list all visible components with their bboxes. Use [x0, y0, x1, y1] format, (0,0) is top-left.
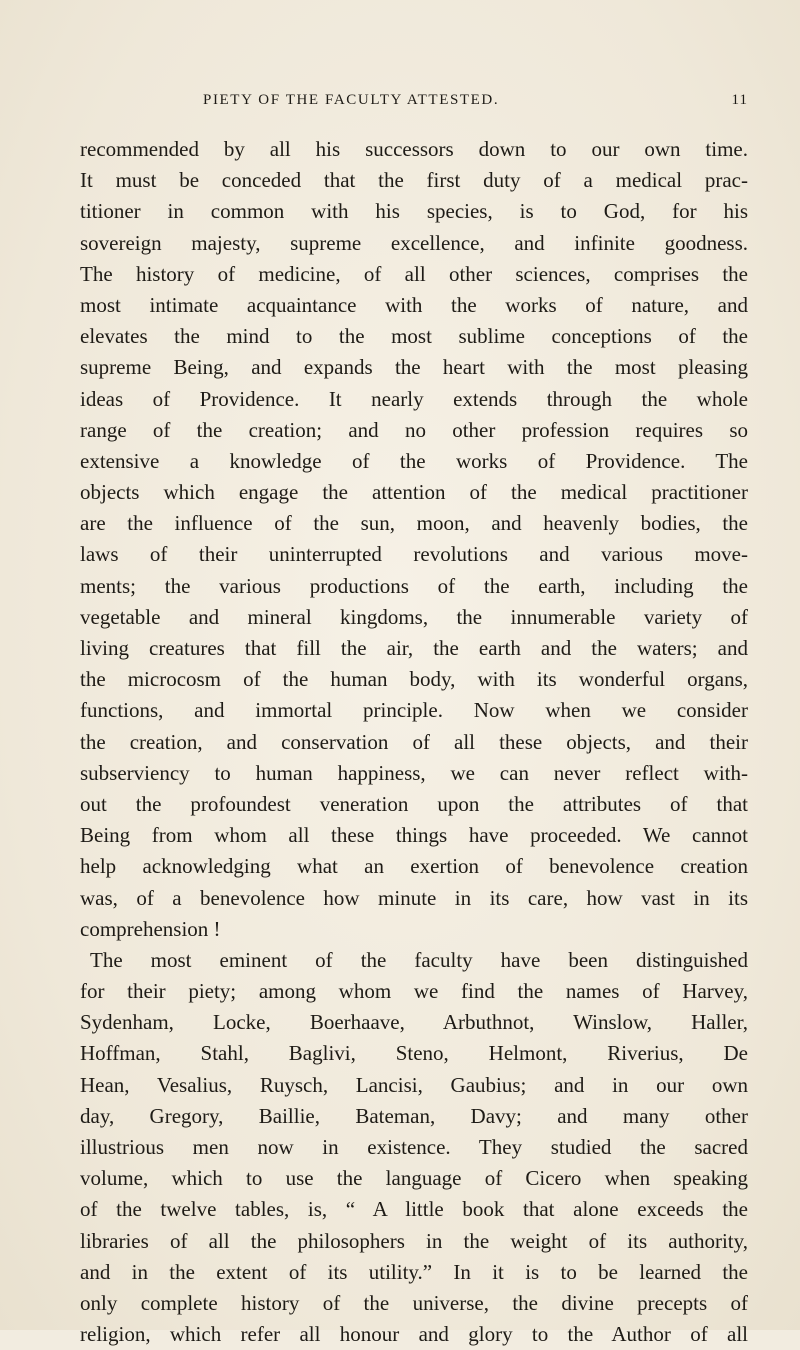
text-line: Sydenham, Locke, Boerhaave, Arbuthnot, Winslow, Haller, — [80, 1010, 748, 1035]
text-line: the microcosm of the human body, with its wonderful organs, — [80, 667, 748, 692]
text-line: out the profoundest veneration upon the attributes of that — [80, 791, 748, 816]
text-line: Hoffman, Stahl, Baglivi, Steno, Helmont, Riverius, De — [80, 1041, 748, 1066]
text-line: It must be conceded that the first duty of a medical prac- — [80, 168, 748, 193]
text-line: The history of medicine, of all other sciences, comprises the — [80, 261, 748, 286]
text-line: for their piety; among whom we find the names of Harvey, — [80, 979, 748, 1004]
text-line: elevates the mind to the most sublime conceptions of the — [80, 324, 748, 349]
text-line: titioner in common with his species, is to God, for his — [80, 199, 748, 224]
running-head — [80, 92, 748, 114]
text-line: only complete history of the universe, the divine precepts of — [80, 1290, 748, 1315]
text-line: ments; the various productions of the earth, including the — [80, 573, 748, 598]
page-number: 11 — [731, 92, 748, 108]
text-line: Hean, Vesalius, Ruysch, Lancisi, Gaubius; and in our own — [80, 1072, 748, 1097]
text-line: help acknowledging what an exertion of benevolence creation — [80, 854, 748, 879]
text-line: libraries of all the philosophers in the weight of its authority, — [80, 1228, 748, 1253]
text-line: religion, which refer all honour and glory to the Author of all — [80, 1322, 748, 1347]
text-line: recommended by all his successors down to our own time. — [80, 137, 748, 161]
text-line: Being from whom all these things have proceeded. We cannot — [80, 823, 748, 848]
text-line: was, of a benevolence how minute in its care, how vast in its — [80, 885, 748, 910]
text-line: vegetable and mineral kingdoms, the innumerable variety of — [80, 604, 748, 629]
text-line: are the influence of the sun, moon, and heavenly bodies, the — [80, 511, 748, 536]
text-line: living creatures that fill the air, the earth and the waters; and — [80, 636, 748, 660]
text-line: most intimate acquaintance with the works of nature, and — [80, 292, 748, 317]
text-line: supreme Being, and expands the heart with the most pleasing — [80, 355, 748, 380]
text-line: range of the creation; and no other profession requires so — [80, 417, 748, 442]
text-line: sovereign majesty, supreme excellence, and infinite goodness. — [80, 230, 748, 255]
paragraph-start-line: The most eminent of the faculty have been distinguished — [90, 947, 748, 972]
text-line: of the twelve tables, is, “ A little book that alone exceeds the — [80, 1197, 748, 1222]
running-title: PIETY OF THE FACULTY ATTESTED. — [203, 92, 500, 108]
paragraph-end-line: comprehension ! — [80, 916, 221, 941]
text-line: laws of their uninterrupted revolutions and various move- — [80, 542, 748, 567]
text-line: day, Gregory, Baillie, Bateman, Davy; and many other — [80, 1103, 748, 1128]
text-line: extensive a knowledge of the works of Providence. The — [80, 448, 748, 473]
text-line: volume, which to use the language of Cicero when speaking — [80, 1166, 748, 1191]
text-line: objects which engage the attention of the medical practitioner — [80, 480, 748, 505]
text-line: the creation, and conservation of all these objects, and their — [80, 729, 748, 754]
text-line: and in the extent of its utility.” In it is to be learned the — [80, 1259, 748, 1284]
text-line: functions, and immortal principle. Now when we consider — [80, 698, 748, 723]
text-line: ideas of Providence. It nearly extends through the whole — [80, 386, 748, 411]
text-line: illustrious men now in existence. They studied the sacred — [80, 1135, 748, 1159]
text-line: subserviency to human happiness, we can never reflect with- — [80, 760, 748, 785]
body-text — [80, 134, 748, 1350]
